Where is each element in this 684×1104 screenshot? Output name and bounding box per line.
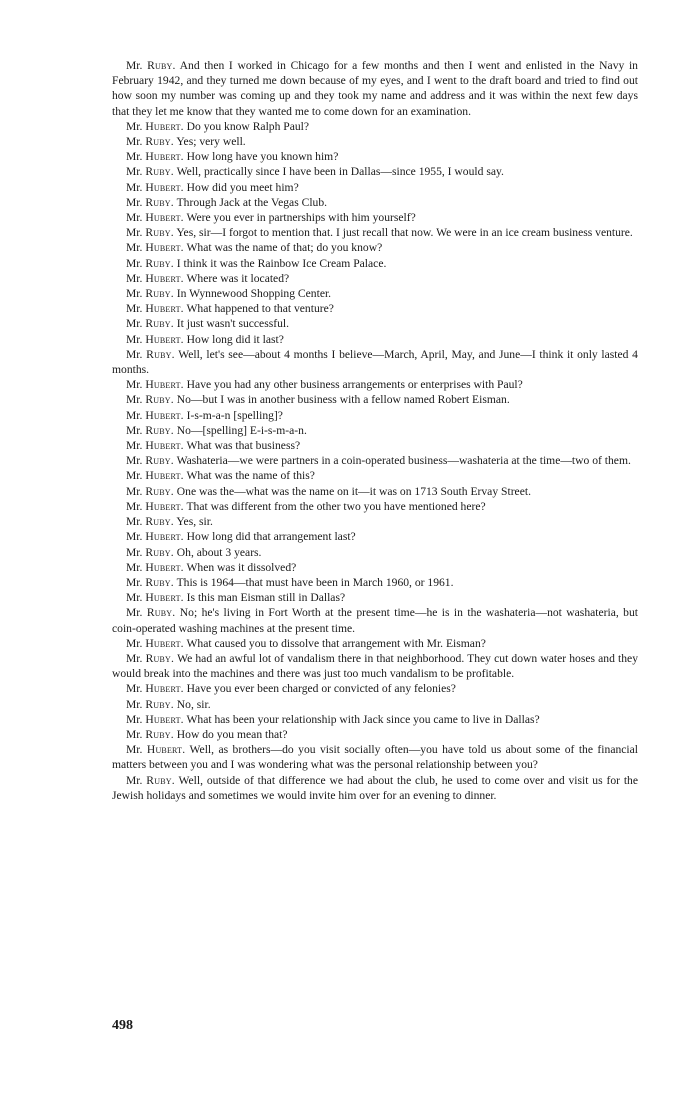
speech-text: Is this man Eisman still in Dallas?	[186, 591, 346, 605]
speaker-honorific: Mr.	[126, 256, 143, 270]
speaker-name: Ruby.	[145, 195, 174, 209]
speech-text: Well, outside of that difference we had about the club, he used to come over and visit us for the Jewish holidays and sometimes we would invite him over for an evening to dinner.	[112, 773, 638, 802]
speaker-name: Hubert.	[145, 332, 184, 346]
page-number: 498	[112, 1018, 133, 1033]
speaker-name: Ruby.	[145, 165, 174, 179]
speaker-honorific: Mr.	[126, 271, 143, 285]
speaker-honorific: Mr.	[126, 226, 143, 240]
transcript-paragraph	[112, 256, 638, 271]
speech-text: What was the name of that; do you know?	[186, 241, 383, 255]
speaker-honorific: Mr.	[126, 773, 143, 787]
speech-text: How do you mean that?	[176, 727, 288, 741]
speaker-honorific: Mr.	[126, 682, 143, 696]
speech-text: Well, practically since I have been in Dallas—since 1955, I would say.	[176, 165, 504, 179]
speaker-honorific: Mr.	[126, 317, 143, 331]
speech-text: No; he's living in Fort Worth at the present time—he is in the washateria—not washateria, but coin-operated washing machines at the present time.	[112, 606, 638, 635]
transcript-paragraph	[112, 697, 638, 712]
speaker-name: Hubert.	[145, 211, 184, 225]
speaker-honorific: Mr.	[126, 408, 143, 422]
transcript-paragraph	[112, 271, 638, 286]
transcript-paragraph	[112, 301, 638, 316]
transcript-paragraph	[112, 453, 638, 468]
transcript-paragraph	[112, 149, 638, 164]
speech-text: Have you had any other business arrangements or enterprises with Paul?	[186, 378, 523, 392]
speech-text: What has been your relationship with Jack since you came to live in Dallas?	[186, 712, 540, 726]
speaker-name: Ruby.	[145, 393, 174, 407]
transcript-paragraph	[112, 468, 638, 483]
transcript-paragraph	[112, 773, 638, 803]
speaker-honorific: Mr.	[126, 530, 143, 544]
speaker-honorific: Mr.	[126, 515, 143, 529]
speaker-name: Ruby.	[145, 575, 174, 589]
speaker-honorific: Mr.	[126, 712, 143, 726]
transcript-paragraph	[112, 164, 638, 179]
speaker-honorific: Mr.	[126, 241, 143, 255]
speaker-name: Hubert.	[145, 439, 184, 453]
transcript-page	[112, 58, 638, 803]
speaker-name: Hubert.	[145, 302, 184, 316]
transcript-paragraph	[112, 605, 638, 635]
speaker-honorific: Mr.	[126, 59, 143, 72]
transcript-paragraph	[112, 484, 638, 499]
speaker-honorific: Mr.	[126, 469, 143, 483]
speaker-honorific: Mr.	[126, 727, 143, 741]
speaker-honorific: Mr.	[126, 119, 143, 133]
speaker-name: Hubert.	[145, 150, 184, 164]
speaker-honorific: Mr.	[126, 165, 143, 179]
speaker-name: Ruby.	[145, 423, 174, 437]
transcript-paragraph	[112, 499, 638, 514]
speech-text: And then I worked in Chicago for a few months and then I went and enlisted in the Navy in February 1942, and they turned me down because of my eyes, and I went to the draft board and tried to find out how soon my number was coming up and they took my name and address and it was within the next few days that they let me know that they wanted me to come down for an examination.	[112, 59, 638, 118]
speech-text: When was it dissolved?	[186, 560, 297, 574]
speaker-name: Hubert.	[145, 378, 184, 392]
speech-text: I-s-m-a-n [spelling]?	[186, 408, 283, 422]
transcript-paragraph	[112, 636, 638, 651]
speaker-honorific: Mr.	[126, 636, 143, 650]
speech-text: What was that business?	[186, 439, 301, 453]
speech-text: Yes; very well.	[176, 135, 246, 149]
transcript-paragraph	[112, 681, 638, 696]
speaker-name: Hubert.	[145, 271, 184, 285]
transcript-paragraph	[112, 423, 638, 438]
transcript-paragraph	[112, 347, 638, 377]
speaker-name: Ruby.	[145, 484, 174, 498]
transcript-paragraph	[112, 529, 638, 544]
speech-text: It just wasn't successful.	[176, 317, 289, 331]
transcript-paragraph	[112, 651, 638, 681]
speaker-honorific: Mr.	[126, 332, 143, 346]
transcript-paragraph	[112, 438, 638, 453]
speech-text: That was different from the other two you have mentioned here?	[186, 499, 486, 513]
transcript-paragraph	[112, 119, 638, 134]
speaker-honorific: Mr.	[126, 697, 143, 711]
speaker-name: Hubert.	[145, 591, 184, 605]
transcript-paragraph	[112, 545, 638, 560]
speech-text: Well, let's see—about 4 months I believe—March, April, May, and June—I think it only lasted 4 months.	[112, 347, 638, 377]
speaker-name: Hubert.	[145, 560, 184, 574]
speech-text: How long did that arrangement last?	[186, 530, 356, 544]
speaker-honorific: Mr.	[126, 135, 143, 149]
speaker-name: Hubert.	[145, 119, 184, 133]
speaker-honorific: Mr.	[126, 287, 143, 301]
speech-text: In Wynnewood Shopping Center.	[176, 287, 332, 301]
speaker-name: Ruby.	[146, 606, 176, 620]
speaker-name: Hubert.	[146, 743, 186, 757]
speech-text: Through Jack at the Vegas Club.	[176, 195, 328, 209]
speech-text: We had an awful lot of vandalism there in that neighborhood. They cut down water hoses and they would break into the machines and there was just too much vandalism to be profitable.	[112, 651, 638, 681]
speaker-name: Ruby.	[145, 515, 174, 529]
speaker-honorific: Mr.	[126, 150, 143, 164]
transcript-paragraph	[112, 408, 638, 423]
transcript-paragraph	[112, 514, 638, 529]
speaker-honorific: Mr.	[126, 484, 143, 498]
speaker-honorific: Mr.	[126, 545, 143, 559]
transcript-paragraph	[112, 316, 638, 331]
speaker-name: Hubert.	[145, 530, 184, 544]
speaker-name: Ruby.	[145, 545, 174, 559]
speaker-name: Ruby.	[145, 454, 174, 468]
speaker-honorific: Mr.	[126, 591, 143, 605]
speaker-honorific: Mr.	[126, 302, 143, 316]
speaker-honorific: Mr.	[126, 378, 143, 392]
transcript-paragraph	[112, 727, 638, 742]
speech-text: This is 1964—that must have been in March 1960, or 1961.	[176, 575, 454, 589]
transcript-paragraph	[112, 134, 638, 149]
speech-text: What caused you to dissolve that arrangement with Mr. Eisman?	[186, 636, 486, 650]
speech-text: How long have you known him?	[186, 150, 339, 164]
speaker-honorific: Mr.	[126, 347, 143, 361]
speaker-honorific: Mr.	[126, 499, 143, 513]
speech-text: I think it was the Rainbow Ice Cream Palace.	[176, 256, 387, 270]
speaker-honorific: Mr.	[126, 575, 143, 589]
speech-text: How long did it last?	[186, 332, 284, 346]
speech-text: What happened to that venture?	[186, 302, 334, 316]
speaker-honorific: Mr.	[126, 423, 143, 437]
speaker-honorific: Mr.	[126, 454, 143, 468]
speaker-name: Hubert.	[145, 499, 184, 513]
speaker-name: Hubert.	[145, 682, 184, 696]
transcript-paragraph	[112, 286, 638, 301]
speaker-honorific: Mr.	[126, 180, 143, 194]
speaker-name: Ruby.	[145, 651, 175, 665]
transcript-paragraph	[112, 377, 638, 392]
speaker-name: Hubert.	[145, 408, 184, 422]
speech-text: Do you know Ralph Paul?	[186, 119, 310, 133]
speech-text: Oh, about 3 years.	[176, 545, 262, 559]
speaker-honorific: Mr.	[126, 195, 143, 209]
speaker-honorific: Mr.	[126, 211, 143, 225]
speaker-honorific: Mr.	[126, 560, 143, 574]
speaker-name: Hubert.	[145, 469, 184, 483]
speaker-honorific: Mr.	[126, 651, 143, 665]
speaker-name: Ruby.	[145, 256, 174, 270]
speaker-honorific: Mr.	[126, 393, 143, 407]
transcript-paragraph	[112, 560, 638, 575]
transcript-paragraph	[112, 332, 638, 347]
speech-text: No—[spelling] E-i-s-m-a-n.	[176, 423, 307, 437]
transcript-paragraph	[112, 392, 638, 407]
transcript-paragraph	[112, 180, 638, 195]
speaker-name: Ruby.	[146, 347, 175, 361]
speaker-name: Hubert.	[145, 180, 184, 194]
speaker-name: Ruby.	[145, 317, 174, 331]
speaker-name: Ruby.	[145, 226, 174, 240]
transcript-paragraph	[112, 225, 638, 240]
speaker-honorific: Mr.	[126, 743, 143, 757]
speaker-name: Hubert.	[145, 712, 184, 726]
speech-text: Washateria—we were partners in a coin-operated business—washateria at the time—two of them.	[176, 454, 631, 468]
speaker-name: Ruby.	[145, 697, 174, 711]
transcript-paragraph	[112, 58, 638, 119]
transcript-paragraph	[112, 590, 638, 605]
speaker-name: Hubert.	[145, 636, 184, 650]
speaker-name: Ruby.	[146, 773, 175, 787]
transcript-paragraph	[112, 575, 638, 590]
transcript-paragraph	[112, 210, 638, 225]
speech-text: Have you ever been charged or convicted of any felonies?	[186, 682, 456, 696]
speech-text: How did you meet him?	[186, 180, 299, 194]
speech-text: Yes, sir.	[176, 515, 213, 529]
speech-text: No, sir.	[176, 697, 211, 711]
transcript-paragraph	[112, 195, 638, 210]
speech-text: Well, as brothers—do you visit socially often—you have told us about some of the financial matters between you and I was wondering what was the personal relationship between you?	[112, 743, 638, 772]
speaker-honorific: Mr.	[126, 439, 143, 453]
speech-text: What was the name of this?	[186, 469, 315, 483]
speech-text: No—but I was in another business with a fellow named Robert Eisman.	[176, 393, 510, 407]
speaker-name: Ruby.	[147, 59, 176, 72]
speech-text: Where was it located?	[186, 271, 290, 285]
speaker-name: Hubert.	[145, 241, 184, 255]
speaker-name: Ruby.	[145, 727, 174, 741]
speech-text: One was the—what was the name on it—it was on 1713 South Ervay Street.	[176, 484, 531, 498]
transcript-paragraph	[112, 742, 638, 772]
transcript-paragraph	[112, 240, 638, 255]
speech-text: Yes, sir—I forgot to mention that. I just recall that now. We were in an ice cream business venture.	[176, 226, 633, 240]
transcript-paragraph	[112, 712, 638, 727]
speaker-honorific: Mr.	[126, 606, 143, 620]
speech-text: Were you ever in partnerships with him yourself?	[186, 211, 416, 225]
speaker-name: Ruby.	[145, 287, 174, 301]
speaker-name: Ruby.	[145, 135, 174, 149]
